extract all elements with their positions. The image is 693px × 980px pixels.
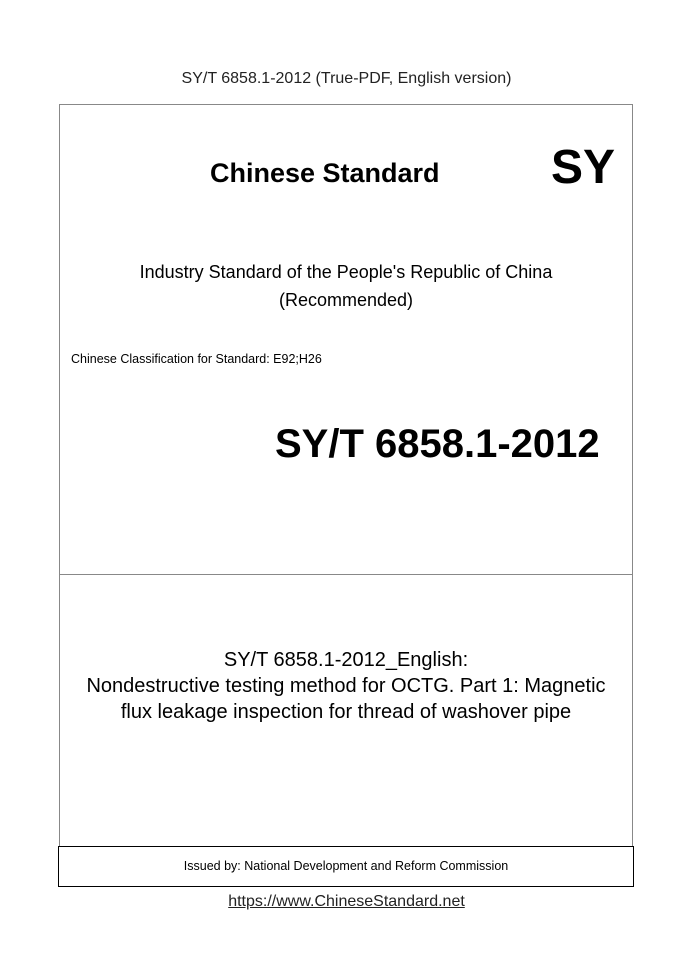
- document-header: SY/T 6858.1-2012 (True-PDF, English version): [181, 70, 512, 87]
- issued-by-box: Issued by: National Development and Reform Commission: [58, 846, 634, 887]
- cover-title: Chinese Standard: [210, 158, 440, 188]
- english-title-line: Nondestructive testing method for OCTG. Part 1: Magnetic: [86, 675, 606, 697]
- industry-standard-text: [59, 258, 633, 314]
- industry-line: Industry Standard of the People's Republic of China: [139, 262, 553, 282]
- standard-number: SY/T 6858.1-2012: [275, 422, 600, 466]
- cover-divider: [59, 574, 633, 575]
- classification-text: Chinese Classification for Standard: E92;H26: [71, 352, 322, 366]
- english-title: [59, 647, 633, 725]
- standard-code: SY: [551, 141, 616, 194]
- website-link[interactable]: https://www.ChineseStandard.net: [228, 893, 465, 910]
- cover-frame: [59, 104, 633, 884]
- english-title-line: SY/T 6858.1-2012_English:: [223, 649, 469, 671]
- recommended-line: (Recommended): [278, 290, 414, 310]
- english-title-line: flux leakage inspection for thread of washover pipe: [120, 701, 572, 723]
